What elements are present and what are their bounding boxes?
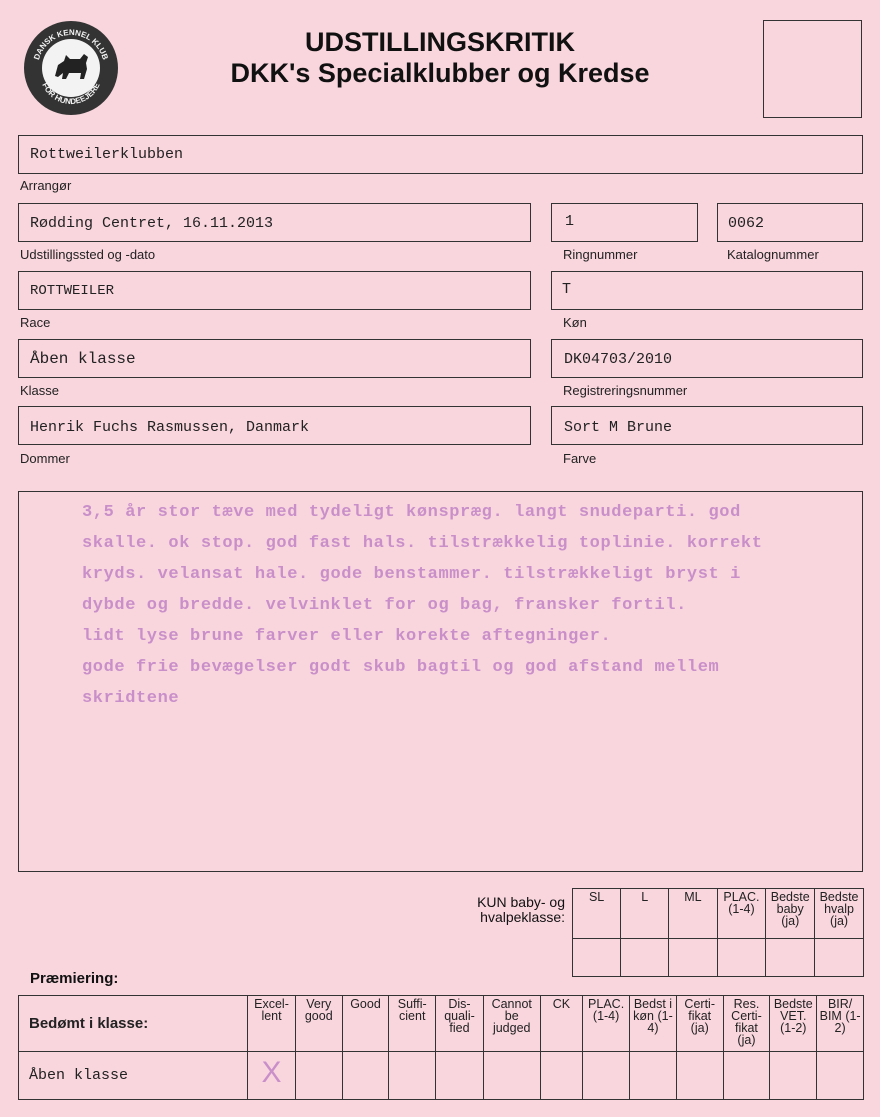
baby-cell[interactable] xyxy=(815,939,864,977)
col-bedste-vet: Bedste VET. (1-2) xyxy=(770,996,817,1052)
col-cannot-be-judged: Cannot be judged xyxy=(483,996,540,1052)
baby-cell[interactable] xyxy=(717,939,766,977)
critique-line: skridtene xyxy=(82,689,180,708)
baby-col-bedste-hvalp: Bedste hvalp (ja) xyxy=(815,889,864,939)
ring-value: 1 xyxy=(565,213,575,230)
critique-line: lidt lyse brune farver eller korekte aftegninger. xyxy=(82,627,612,646)
col-certifikat: Certi-fikat (ja) xyxy=(676,996,723,1052)
premiering-cell[interactable] xyxy=(817,1052,864,1100)
klasse-label: Klasse xyxy=(20,383,60,398)
premiering-cell[interactable] xyxy=(389,1052,436,1100)
critique-line: dybde og bredde. velvinklet for og bag, fransker fortil. xyxy=(82,596,687,615)
farve-value: Sort M Brune xyxy=(564,419,673,436)
baby-col-bedste-baby: Bedste baby (ja) xyxy=(766,889,815,939)
baby-table xyxy=(572,888,864,977)
race-value: ROTTWEILER xyxy=(30,283,115,299)
excellent-mark: X xyxy=(261,1056,282,1089)
dommer-value: Henrik Fuchs Rasmussen, Danmark xyxy=(30,419,310,436)
farve-label: Farve xyxy=(563,451,597,466)
katalog-value: 0062 xyxy=(728,215,765,232)
dommer-label: Dommer xyxy=(20,451,70,466)
critique-line: kryds. velansat hale. gode benstammer. tilstrækkeligt bryst i xyxy=(82,565,741,584)
sted-value: Rødding Centret, 16.11.2013 xyxy=(30,215,274,232)
form-subtitle: DKK's Specialklubber og Kredse xyxy=(230,58,650,88)
arrangor-label: Arrangør xyxy=(20,178,72,193)
kon-field[interactable] xyxy=(551,271,863,310)
kon-value: T xyxy=(562,281,572,298)
kon-label: Køn xyxy=(563,315,587,330)
premiering-cell[interactable] xyxy=(723,1052,770,1100)
col-disqualified: Dis-quali-fied xyxy=(436,996,484,1052)
reg-label: Registreringsnummer xyxy=(563,383,688,398)
premiering-cell[interactable] xyxy=(483,1052,540,1100)
col-excellent: Excel-lent xyxy=(248,996,296,1052)
arrangor-value: Rottweilerklubben xyxy=(30,146,184,163)
katalog-label: Katalognummer xyxy=(727,247,819,262)
baby-col-l: L xyxy=(621,889,669,939)
klasse-value: Åben klasse xyxy=(30,350,136,368)
premiering-cell[interactable] xyxy=(630,1052,677,1100)
klasse-cell: Åben klasse xyxy=(19,1052,248,1100)
premiering-cell[interactable] xyxy=(436,1052,484,1100)
col-res-certifikat: Res. Certi-fikat (ja) xyxy=(723,996,770,1052)
baby-label: KUN baby- og hvalpeklasse: xyxy=(477,894,565,925)
premiering-cell[interactable] xyxy=(540,1052,583,1100)
svg-text:FOR HUNDEEJERE: FOR HUNDEEJERE xyxy=(40,81,102,107)
baby-cell[interactable] xyxy=(573,939,621,977)
baby-col-ml: ML xyxy=(669,889,717,939)
critique-text xyxy=(82,497,862,714)
col-very-good: Very good xyxy=(295,996,342,1052)
svg-text:DANSK KENNEL KLUB: DANSK KENNEL KLUB xyxy=(32,27,110,61)
col-good: Good xyxy=(342,996,389,1052)
premiering-cell[interactable] xyxy=(342,1052,389,1100)
col-bir-bim: BIR/ BIM (1-2) xyxy=(817,996,864,1052)
baby-col-plac: PLAC. (1-4) xyxy=(717,889,766,939)
premiering-heading: Præmiering: xyxy=(30,970,119,987)
col-ck: CK xyxy=(540,996,583,1052)
critique-line: skalle. ok stop. god fast hals. tilstrækkelig toplinie. korrekt xyxy=(82,534,763,553)
col-plac: PLAC. (1-4) xyxy=(583,996,630,1052)
premiering-cell[interactable] xyxy=(770,1052,817,1100)
dkk-logo xyxy=(24,21,118,115)
premiering-table xyxy=(18,995,864,1100)
baby-cell[interactable] xyxy=(669,939,717,977)
sted-label: Udstillingssted og -dato xyxy=(20,247,156,262)
dkk-logo-graphic xyxy=(24,21,118,115)
critique-line: gode frie bevægelser godt skub bagtil og god afstand mellem xyxy=(82,658,720,677)
baby-cell[interactable] xyxy=(766,939,815,977)
col-sufficient: Suffi-cient xyxy=(389,996,436,1052)
critique-line: 3,5 år stor tæve med tydeligt kønspræg. langt snudeparti. god xyxy=(82,503,741,522)
col-bedst-i-kon: Bedst i køn (1-4) xyxy=(630,996,677,1052)
baby-cell[interactable] xyxy=(621,939,669,977)
form-title: UDSTILLINGSKRITIK xyxy=(305,27,575,57)
race-label: Race xyxy=(20,315,51,330)
bedomt-label: Bedømt i klasse: xyxy=(19,996,248,1052)
baby-col-sl: SL xyxy=(573,889,621,939)
premiering-cell[interactable] xyxy=(676,1052,723,1100)
excellent-mark-cell[interactable] xyxy=(248,1052,296,1100)
premiering-cell[interactable] xyxy=(295,1052,342,1100)
premiering-cell[interactable] xyxy=(583,1052,630,1100)
ring-label: Ringnummer xyxy=(563,247,638,262)
photo-box xyxy=(763,20,862,118)
reg-value: DK04703/2010 xyxy=(564,351,673,368)
